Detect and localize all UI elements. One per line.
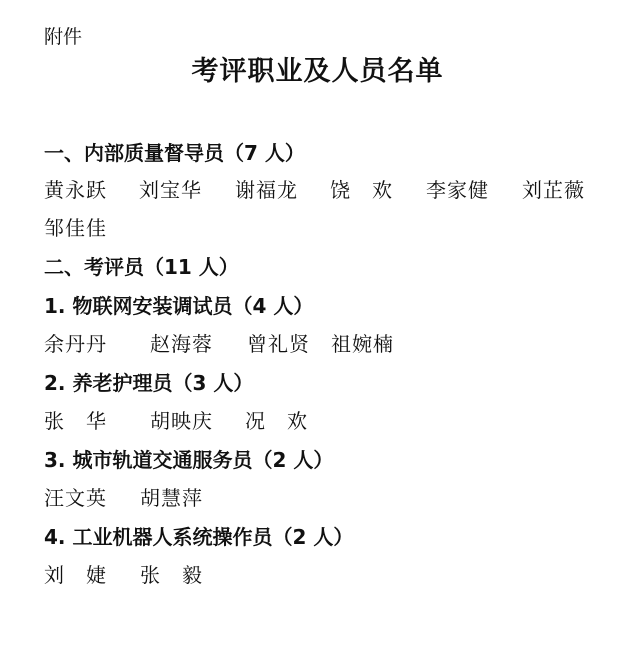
name-entry: 况 欢 <box>245 409 308 433</box>
name-entry: 邹佳佳 <box>44 216 107 240</box>
section-heading-evaluators: 二、考评员（11 人） <box>44 255 239 279</box>
group-heading-industrial-robot: 4. 工业机器人系统操作员（2 人） <box>44 525 354 549</box>
name-entry: 赵海蓉 <box>150 332 213 356</box>
name-row-supervisors-2 <box>44 214 107 242</box>
section-heading-internal-supervisors: 一、内部质量督导员（7 人） <box>44 141 305 165</box>
group-heading-iot: 1. 物联网安装调试员（4 人） <box>44 294 314 318</box>
name-entry: 曾礼贤 <box>247 332 310 356</box>
name-entry: 胡慧萍 <box>140 486 203 510</box>
name-entry: 刘宝华 <box>139 178 202 202</box>
name-entry: 祖婉楠 <box>331 332 394 356</box>
group-heading-rail-transit: 3. 城市轨道交通服务员（2 人） <box>44 448 334 472</box>
name-entry: 余丹丹 <box>44 332 107 356</box>
name-entry: 谢福龙 <box>235 178 298 202</box>
page-title: 考评职业及人员名单 <box>191 56 444 87</box>
attachment-label: 附件 <box>44 26 83 48</box>
group-heading-elderly-care: 2. 养老护理员（3 人） <box>44 371 254 395</box>
name-entry: 汪文英 <box>44 486 107 510</box>
name-entry: 李家健 <box>426 178 489 202</box>
name-entry: 胡映庆 <box>150 409 213 433</box>
name-entry: 张 毅 <box>140 563 203 587</box>
name-entry: 刘 婕 <box>44 563 107 587</box>
name-entry: 张 华 <box>44 409 107 433</box>
name-entry: 刘芷薇 <box>522 178 585 202</box>
name-entry: 黄永跃 <box>44 178 107 202</box>
name-entry: 饶 欢 <box>330 178 393 202</box>
